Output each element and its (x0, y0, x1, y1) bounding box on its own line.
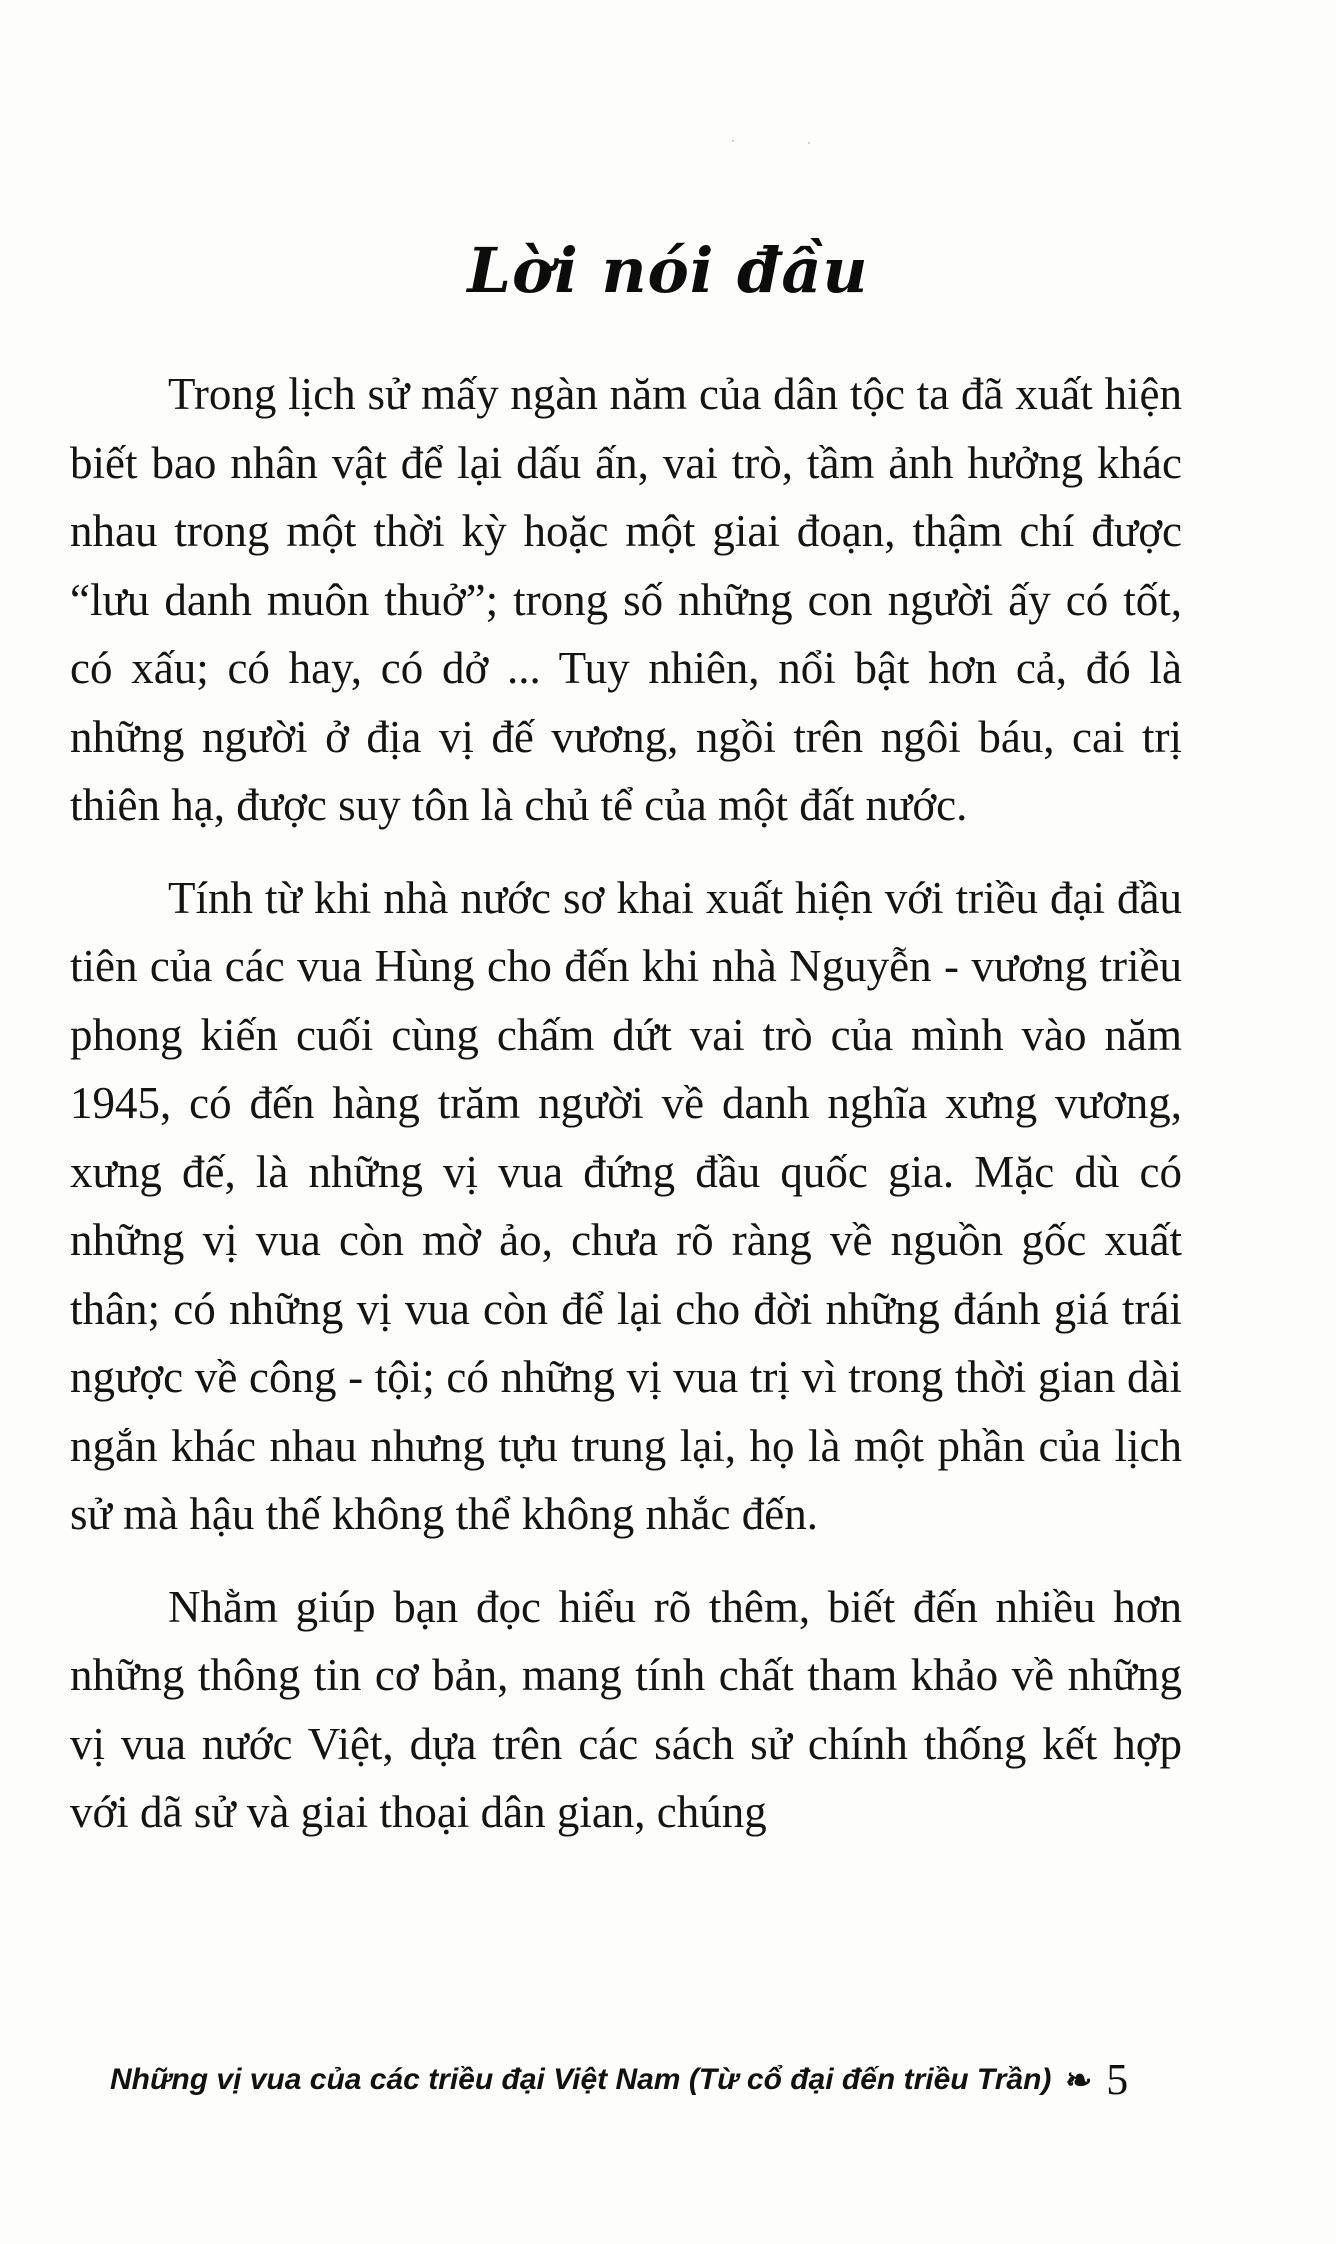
body-text (70, 360, 1182, 1871)
page-title: Lời nói đầu (467, 233, 869, 307)
running-title: Những vị vua của các triều đại Việt Nam (Từ cổ đại đến triều Trần) (110, 2062, 1052, 2096)
paragraph: Nhằm giúp bạn đọc hiểu rõ thêm, biết đến nhiều hơn những thông tin cơ bản, mang tính chất tham khảo về những vị vua nước Việt, dựa trên các sách sử chính thống kết hợp với dã sử và giai thoại dân gian, chúng (70, 1581, 1182, 1837)
print-speck (732, 140, 734, 142)
print-speck (808, 142, 810, 144)
page-number: 5 (1106, 2055, 1129, 2104)
paragraph: Trong lịch sử mấy ngàn năm của dân tộc ta đã xuất hiện biết bao nhân vật để lại dấu ấn, vai trò, tầm ảnh hưởng khác nhau trong một thời kỳ hoặc một giai đoạn, thậm chí được “lưu danh muôn thuở”; trong số những con người ấy có tốt, có xấu; có hay, có dở ... Tuy nhiên, nổi bật hơn cả, đó là những người ở địa vị đế vương, ngồi trên ngôi báu, cai trị thiên hạ, được suy tôn là chủ tể của một đất nước. (70, 369, 1182, 830)
page-footer (110, 2054, 1200, 2105)
paragraph: Tính từ khi nhà nước sơ khai xuất hiện với triều đại đầu tiên của các vua Hùng cho đến khi nhà Nguyễn - vương triều phong kiến cuối cùng chấm dứt vai trò của mình vào năm 1945, có đến hàng trăm người về danh nghĩa xưng vương, xưng đế, là những vị vua đứng đầu quốc gia. Mặc dù có những vị vua còn mờ ảo, chưa rõ ràng về nguồn gốc xuất thân; có những vị vua còn để lại cho đời những đánh giá trái ngược về công - tội; có những vị vua trị vì trong thời gian dài ngắn khác nhau nhưng tựu trung lại, họ là một phần của lịch sử mà hậu thế không thể không nhắc đến. (70, 872, 1182, 1539)
ornament-icon: ❧ (1065, 2061, 1093, 2098)
